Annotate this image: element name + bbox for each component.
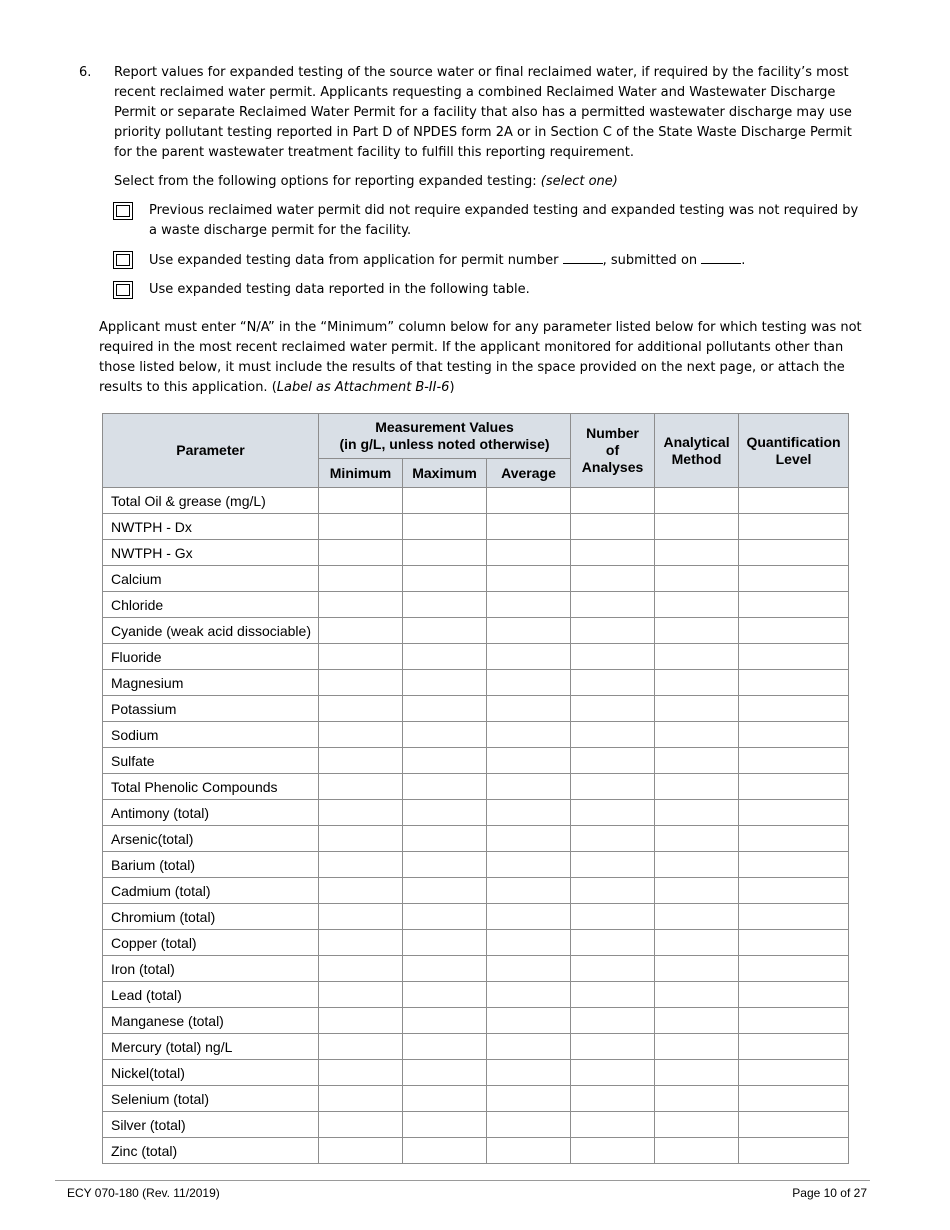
average-cell[interactable] xyxy=(487,1138,571,1164)
minimum-cell[interactable] xyxy=(319,826,403,852)
analyses-cell[interactable] xyxy=(571,904,655,930)
quantification-cell[interactable] xyxy=(739,774,849,800)
maximum-cell[interactable] xyxy=(403,722,487,748)
header-average: Average xyxy=(487,459,571,488)
header-maximum: Maximum xyxy=(403,459,487,488)
method-cell[interactable] xyxy=(655,800,739,826)
maximum-cell[interactable] xyxy=(403,800,487,826)
method-cell[interactable] xyxy=(655,774,739,800)
table-row xyxy=(103,852,849,878)
analyses-cell[interactable] xyxy=(571,878,655,904)
table-row xyxy=(103,540,849,566)
average-cell[interactable] xyxy=(487,1034,571,1060)
analyses-cell[interactable] xyxy=(571,800,655,826)
applicant-note: Applicant must enter “N/A” in the “Minimum” column below for any parameter listed below for which testing was not required in the most recent reclaimed water permit. If the applicant monitored for additional pollutants other than those listed below, it must include the results of that testing in the space provided on the next page, or attach the results to this application. (Label as Attachment B-II-6) xyxy=(99,320,862,395)
option-1-checkbox[interactable] xyxy=(113,202,133,220)
table-row xyxy=(103,826,849,852)
quantification-cell[interactable] xyxy=(739,982,849,1008)
analyses-cell[interactable] xyxy=(571,826,655,852)
method-cell[interactable] xyxy=(655,722,739,748)
table-row xyxy=(103,800,849,826)
analyses-cell[interactable] xyxy=(571,930,655,956)
average-cell[interactable] xyxy=(487,488,571,514)
average-cell[interactable] xyxy=(487,852,571,878)
analyses-cell[interactable] xyxy=(571,618,655,644)
minimum-cell[interactable] xyxy=(319,1034,403,1060)
minimum-cell[interactable] xyxy=(319,1008,403,1034)
method-cell[interactable] xyxy=(655,1138,739,1164)
method-cell[interactable] xyxy=(655,1086,739,1112)
maximum-cell[interactable] xyxy=(403,982,487,1008)
analyses-cell[interactable] xyxy=(571,1086,655,1112)
analyses-cell[interactable] xyxy=(571,566,655,592)
average-cell[interactable] xyxy=(487,982,571,1008)
maximum-cell[interactable] xyxy=(403,826,487,852)
quantification-cell[interactable] xyxy=(739,1008,849,1034)
table-row xyxy=(103,1086,849,1112)
minimum-cell[interactable] xyxy=(319,1112,403,1138)
maximum-cell[interactable] xyxy=(403,488,487,514)
header-number-of-analyses: Number of Analyses xyxy=(571,414,655,488)
parameter-name: Fluoride xyxy=(103,644,319,670)
maximum-cell[interactable] xyxy=(403,540,487,566)
average-cell[interactable] xyxy=(487,592,571,618)
maximum-cell[interactable] xyxy=(403,956,487,982)
maximum-cell[interactable] xyxy=(403,852,487,878)
table-row xyxy=(103,670,849,696)
maximum-cell[interactable] xyxy=(403,566,487,592)
average-cell[interactable] xyxy=(487,774,571,800)
analyses-cell[interactable] xyxy=(571,670,655,696)
maximum-cell[interactable] xyxy=(403,592,487,618)
select-instruction: Select from the following options for reporting expanded testing: (select one) xyxy=(114,174,618,189)
analyses-cell[interactable] xyxy=(571,514,655,540)
footer-divider xyxy=(55,1180,870,1181)
average-cell[interactable] xyxy=(487,930,571,956)
maximum-cell[interactable] xyxy=(403,904,487,930)
maximum-cell[interactable] xyxy=(403,514,487,540)
analyses-cell[interactable] xyxy=(571,748,655,774)
minimum-cell[interactable] xyxy=(319,930,403,956)
analyses-cell[interactable] xyxy=(571,774,655,800)
quantification-cell[interactable] xyxy=(739,670,849,696)
maximum-cell[interactable] xyxy=(403,1112,487,1138)
minimum-cell[interactable] xyxy=(319,618,403,644)
parameter-name: Arsenic(total) xyxy=(103,826,319,852)
method-cell[interactable] xyxy=(655,540,739,566)
minimum-cell[interactable] xyxy=(319,722,403,748)
analyses-cell[interactable] xyxy=(571,1060,655,1086)
minimum-cell[interactable] xyxy=(319,852,403,878)
table-row xyxy=(103,904,849,930)
parameter-name: Total Phenolic Compounds xyxy=(103,774,319,800)
parameter-name: Silver (total) xyxy=(103,1112,319,1138)
maximum-cell[interactable] xyxy=(403,930,487,956)
method-cell[interactable] xyxy=(655,748,739,774)
parameter-name: Chromium (total) xyxy=(103,904,319,930)
analyses-cell[interactable] xyxy=(571,540,655,566)
expanded-testing-table xyxy=(102,413,849,1164)
minimum-cell[interactable] xyxy=(319,748,403,774)
minimum-cell[interactable] xyxy=(319,514,403,540)
maximum-cell[interactable] xyxy=(403,1060,487,1086)
quantification-cell[interactable] xyxy=(739,930,849,956)
minimum-cell[interactable] xyxy=(319,904,403,930)
table-row xyxy=(103,1112,849,1138)
maximum-cell[interactable] xyxy=(403,1086,487,1112)
question-number: 6. xyxy=(79,65,92,80)
parameter-name: Total Oil & grease (mg/L) xyxy=(103,488,319,514)
method-cell[interactable] xyxy=(655,852,739,878)
minimum-cell[interactable] xyxy=(319,696,403,722)
parameter-name: Mercury (total) ng/L xyxy=(103,1034,319,1060)
parameter-name: Antimony (total) xyxy=(103,800,319,826)
table-row xyxy=(103,930,849,956)
quantification-cell[interactable] xyxy=(739,644,849,670)
attachment-label: Label as Attachment B-II-6 xyxy=(276,380,450,395)
maximum-cell[interactable] xyxy=(403,1008,487,1034)
option-1-label: Previous reclaimed water permit did not require expanded testing and expanded testing was not required by a waste discharge permit for the facility. xyxy=(149,203,859,238)
quantification-cell[interactable] xyxy=(739,592,849,618)
table-row xyxy=(103,592,849,618)
quantification-cell[interactable] xyxy=(739,800,849,826)
average-cell[interactable] xyxy=(487,1060,571,1086)
minimum-cell[interactable] xyxy=(319,1060,403,1086)
option-2-checkbox[interactable] xyxy=(113,251,133,269)
table-row xyxy=(103,722,849,748)
minimum-cell[interactable] xyxy=(319,800,403,826)
option-3-checkbox[interactable] xyxy=(113,281,133,299)
parameter-name: NWTPH - Dx xyxy=(103,514,319,540)
header-analytical-method: Analytical Method xyxy=(655,414,739,488)
maximum-cell[interactable] xyxy=(403,644,487,670)
page-number: Page 10 of 27 xyxy=(792,1186,867,1200)
question-text: Report values for expanded testing of the source water or final reclaimed water, if required by the facility’s most recent reclaimed water permit. Applicants requesting a combined Reclaimed Water and Wastewater Discharge Permit or separate Reclaimed Water Permit for a facility that also has a permitted wastewater discharge may use priority pollutant testing reported in Part D of NPDES form 2A or in Section C of the State Waste Discharge Permit for the parent wastewater treatment facility to fulfill this reporting requirement. xyxy=(114,65,852,160)
table-row xyxy=(103,696,849,722)
maximum-cell[interactable] xyxy=(403,618,487,644)
table-row xyxy=(103,488,849,514)
parameter-name: Magnesium xyxy=(103,670,319,696)
method-cell[interactable] xyxy=(655,956,739,982)
quantification-cell[interactable] xyxy=(739,852,849,878)
minimum-cell[interactable] xyxy=(319,956,403,982)
method-cell[interactable] xyxy=(655,618,739,644)
method-cell[interactable] xyxy=(655,826,739,852)
average-cell[interactable] xyxy=(487,722,571,748)
analyses-cell[interactable] xyxy=(571,1034,655,1060)
quantification-cell[interactable] xyxy=(739,696,849,722)
table-row xyxy=(103,1008,849,1034)
header-measurement-values: Measurement Values (in g/L, unless noted otherwise) xyxy=(319,414,571,459)
method-cell[interactable] xyxy=(655,1034,739,1060)
option-no-expanded-testing xyxy=(149,201,869,241)
average-cell[interactable] xyxy=(487,1008,571,1034)
parameter-name: Sulfate xyxy=(103,748,319,774)
maximum-cell[interactable] xyxy=(403,1034,487,1060)
table-row xyxy=(103,566,849,592)
minimum-cell[interactable] xyxy=(319,1086,403,1112)
parameter-name: NWTPH - Gx xyxy=(103,540,319,566)
parameter-name: Zinc (total) xyxy=(103,1138,319,1164)
average-cell[interactable] xyxy=(487,696,571,722)
question-6 xyxy=(79,63,869,300)
maximum-cell[interactable] xyxy=(403,774,487,800)
quantification-cell[interactable] xyxy=(739,722,849,748)
form-id: ECY 070-180 (Rev. 11/2019) xyxy=(67,1186,220,1200)
quantification-cell[interactable] xyxy=(739,1138,849,1164)
maximum-cell[interactable] xyxy=(403,696,487,722)
table-row xyxy=(103,774,849,800)
header-minimum: Minimum xyxy=(319,459,403,488)
parameter-name: Lead (total) xyxy=(103,982,319,1008)
analyses-cell[interactable] xyxy=(571,982,655,1008)
method-cell[interactable] xyxy=(655,514,739,540)
average-cell[interactable] xyxy=(487,800,571,826)
header-quantification-level: Quantification Level xyxy=(739,414,849,488)
average-cell[interactable] xyxy=(487,514,571,540)
analyses-cell[interactable] xyxy=(571,722,655,748)
average-cell[interactable] xyxy=(487,956,571,982)
table-row xyxy=(103,956,849,982)
quantification-cell[interactable] xyxy=(739,514,849,540)
method-cell[interactable] xyxy=(655,592,739,618)
minimum-cell[interactable] xyxy=(319,774,403,800)
analyses-cell[interactable] xyxy=(571,1008,655,1034)
maximum-cell[interactable] xyxy=(403,1138,487,1164)
analyses-cell[interactable] xyxy=(571,956,655,982)
minimum-cell[interactable] xyxy=(319,670,403,696)
method-cell[interactable] xyxy=(655,696,739,722)
method-cell[interactable] xyxy=(655,930,739,956)
table-row xyxy=(103,1138,849,1164)
table-row xyxy=(103,618,849,644)
method-cell[interactable] xyxy=(655,1112,739,1138)
table-row xyxy=(103,878,849,904)
quantification-cell[interactable] xyxy=(739,1034,849,1060)
table-body xyxy=(103,488,849,1164)
table-row xyxy=(103,748,849,774)
analyses-cell[interactable] xyxy=(571,696,655,722)
average-cell[interactable] xyxy=(487,1112,571,1138)
quantification-cell[interactable] xyxy=(739,904,849,930)
parameter-name: Iron (total) xyxy=(103,956,319,982)
table-row xyxy=(103,644,849,670)
quantification-cell[interactable] xyxy=(739,1060,849,1086)
select-hint: (select one) xyxy=(540,174,618,189)
quantification-cell[interactable] xyxy=(739,878,849,904)
average-cell[interactable] xyxy=(487,618,571,644)
average-cell[interactable] xyxy=(487,644,571,670)
method-cell[interactable] xyxy=(655,566,739,592)
option-use-previous-application: Use expanded testing data from application for permit number , submitted on . xyxy=(149,250,869,271)
parameter-name: Potassium xyxy=(103,696,319,722)
table-row xyxy=(103,514,849,540)
parameter-name: Copper (total) xyxy=(103,930,319,956)
method-cell[interactable] xyxy=(655,1060,739,1086)
method-cell[interactable] xyxy=(655,1008,739,1034)
minimum-cell[interactable] xyxy=(319,566,403,592)
quantification-cell[interactable] xyxy=(739,566,849,592)
parameter-name: Sodium xyxy=(103,722,319,748)
minimum-cell[interactable] xyxy=(319,982,403,1008)
permit-number-blank[interactable] xyxy=(563,250,603,264)
parameter-name: Manganese (total) xyxy=(103,1008,319,1034)
parameter-name: Cadmium (total) xyxy=(103,878,319,904)
parameter-name: Selenium (total) xyxy=(103,1086,319,1112)
minimum-cell[interactable] xyxy=(319,540,403,566)
quantification-cell[interactable] xyxy=(739,618,849,644)
table-row xyxy=(103,1060,849,1086)
minimum-cell[interactable] xyxy=(319,592,403,618)
table-row xyxy=(103,1034,849,1060)
analyses-cell[interactable] xyxy=(571,592,655,618)
quantification-cell[interactable] xyxy=(739,1112,849,1138)
method-cell[interactable] xyxy=(655,644,739,670)
option-use-table xyxy=(149,280,869,300)
average-cell[interactable] xyxy=(487,566,571,592)
option-3-label: Use expanded testing data reported in the following table. xyxy=(149,282,530,297)
quantification-cell[interactable] xyxy=(739,488,849,514)
average-cell[interactable] xyxy=(487,1086,571,1112)
quantification-cell[interactable] xyxy=(739,540,849,566)
method-cell[interactable] xyxy=(655,670,739,696)
minimum-cell[interactable] xyxy=(319,488,403,514)
parameter-name: Barium (total) xyxy=(103,852,319,878)
quantification-cell[interactable] xyxy=(739,826,849,852)
average-cell[interactable] xyxy=(487,670,571,696)
average-cell[interactable] xyxy=(487,878,571,904)
average-cell[interactable] xyxy=(487,826,571,852)
method-cell[interactable] xyxy=(655,904,739,930)
average-cell[interactable] xyxy=(487,540,571,566)
analyses-cell[interactable] xyxy=(571,1138,655,1164)
quantification-cell[interactable] xyxy=(739,1086,849,1112)
parameter-name: Nickel(total) xyxy=(103,1060,319,1086)
analyses-cell[interactable] xyxy=(571,488,655,514)
analyses-cell[interactable] xyxy=(571,644,655,670)
minimum-cell[interactable] xyxy=(319,1138,403,1164)
parameter-name: Calcium xyxy=(103,566,319,592)
average-cell[interactable] xyxy=(487,748,571,774)
quantification-cell[interactable] xyxy=(739,748,849,774)
header-parameter: Parameter xyxy=(103,414,319,488)
submitted-date-blank[interactable] xyxy=(701,250,741,264)
maximum-cell[interactable] xyxy=(403,748,487,774)
analyses-cell[interactable] xyxy=(571,852,655,878)
analyses-cell[interactable] xyxy=(571,1112,655,1138)
method-cell[interactable] xyxy=(655,488,739,514)
method-cell[interactable] xyxy=(655,878,739,904)
method-cell[interactable] xyxy=(655,982,739,1008)
maximum-cell[interactable] xyxy=(403,878,487,904)
parameter-name: Cyanide (weak acid dissociable) xyxy=(103,618,319,644)
parameter-name: Chloride xyxy=(103,592,319,618)
quantification-cell[interactable] xyxy=(739,956,849,982)
table-row xyxy=(103,982,849,1008)
maximum-cell[interactable] xyxy=(403,670,487,696)
average-cell[interactable] xyxy=(487,904,571,930)
minimum-cell[interactable] xyxy=(319,878,403,904)
minimum-cell[interactable] xyxy=(319,644,403,670)
